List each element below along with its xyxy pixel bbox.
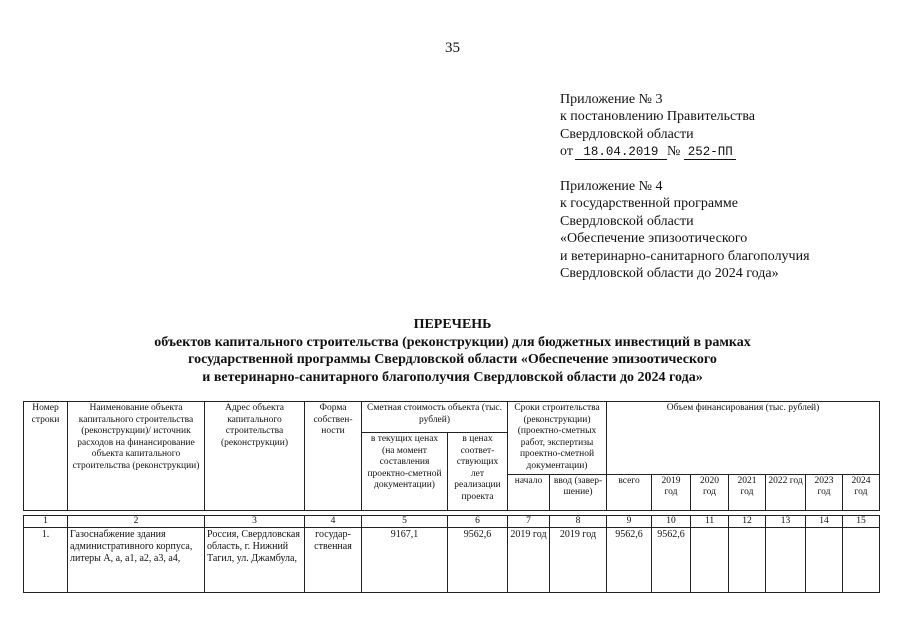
header-estimate-group: Сметная стоимость объекта (тыс. рублей) (362, 402, 508, 433)
column-number: 11 (691, 515, 729, 528)
column-number-row (24, 515, 880, 528)
header-year: 2019 год (652, 474, 691, 510)
table-header-row (24, 402, 880, 433)
column-number: 7 (508, 515, 550, 528)
page-number: 35 (445, 40, 460, 56)
header-estimate-current: в текущих ценах (на момент составления проектно-сметной документации) (362, 433, 448, 511)
year-2019-cell: 9562,6 (652, 528, 691, 593)
document-subtitle-line: объектов капитального строительства (реконструкции) для бюджетных инвестиций в рамках (154, 334, 751, 350)
appendix-3-block (560, 91, 755, 161)
column-number: 14 (806, 515, 843, 528)
header-object-name: Наименование объекта капитального строительства (реконструкции)/ источник расходов на финансирование объекта капитального строительства (реконструкции) (68, 402, 205, 511)
decree-number: 252-ПП (684, 145, 736, 160)
appendix-4-line: Приложение № 4 (560, 179, 663, 194)
document-subtitle-line: и ветеринарно-санитарного благополучия Свердловской области до 2024 года» (202, 369, 703, 385)
address-cell: Россия, Свердловская область, г. Нижний Тагил, ул. Джамбула, (205, 528, 305, 593)
header-year: 2023 год (806, 474, 843, 510)
column-number: 9 (607, 515, 652, 528)
date-prefix: от (560, 144, 573, 160)
ownership-cell: государ-ственная (305, 528, 362, 593)
year-2020-cell (691, 528, 729, 593)
appendix-3-line: Приложение № 3 (560, 92, 663, 107)
end-cell: 2019 год (550, 528, 607, 593)
appendix-3-date-line (560, 143, 755, 160)
column-number: 5 (362, 515, 448, 528)
appendix-3-line: Свердловской области (560, 126, 694, 142)
header-year: 2022 год (766, 474, 806, 510)
document-subtitle-line: государственной программы Свердловской области «Обеспечение эпизоотического (188, 352, 717, 367)
header-row-number: Номер строки (24, 402, 68, 511)
column-number: 1 (24, 515, 68, 528)
appendix-4-line: Свердловской области (560, 213, 694, 229)
objects-table (23, 401, 880, 593)
year-2024-cell (843, 528, 880, 593)
row-number: 1. (24, 528, 68, 593)
column-number: 3 (205, 515, 305, 528)
document-heading (0, 316, 905, 386)
table-row (24, 528, 880, 593)
appendix-4-line: и ветеринарно-санитарного благополучия (560, 248, 810, 264)
header-date-start: начало (508, 474, 550, 510)
column-number: 2 (68, 515, 205, 528)
appendix-4-block (560, 178, 810, 282)
year-2023-cell (806, 528, 843, 593)
column-number: 8 (550, 515, 607, 528)
header-total: всего (607, 474, 652, 510)
header-funding-group: Объем финансирования (тыс. рублей) (607, 402, 880, 475)
column-number: 15 (843, 515, 880, 528)
column-number: 13 (766, 515, 806, 528)
appendix-4-line: «Обеспечение эпизоотического (560, 231, 748, 247)
decree-date: 18.04.2019 (575, 145, 667, 160)
column-number: 4 (305, 515, 362, 528)
appendix-4-line: Свердловской области до 2024 года» (560, 266, 779, 282)
document-title: ПЕРЕЧЕНЬ (413, 317, 492, 332)
total-cell: 9562,6 (607, 528, 652, 593)
header-date-end: ввод (завер-шение) (550, 474, 607, 510)
appendix-3-line: к постановлению Правительства (560, 109, 756, 125)
column-number: 6 (448, 515, 508, 528)
header-address: Адрес объекта капитального строительства (реконструкции) (205, 402, 305, 511)
column-number: 12 (729, 515, 766, 528)
start-cell: 2019 год (508, 528, 550, 593)
header-year: 2021 год (729, 474, 766, 510)
number-prefix: № (666, 144, 681, 160)
header-dates-group: Сроки строительства (реконструкции) (проектно-сметных работ, экспертизы проектно-сметной документации) (508, 402, 607, 475)
estimate-years-cell: 9562,6 (448, 528, 508, 593)
year-2021-cell (729, 528, 766, 593)
estimate-current-cell: 9167,1 (362, 528, 448, 593)
year-2022-cell (766, 528, 806, 593)
header-ownership: Форма собствен-ности (305, 402, 362, 511)
appendix-4-line: к государственной программе (560, 196, 738, 212)
column-number: 10 (652, 515, 691, 528)
header-estimate-years: в ценах соответ-ствующих лет реализации проекта (448, 433, 508, 511)
header-year: 2020 год (691, 474, 729, 510)
object-name-cell: Газоснабжение здания административного корпуса, литеры А, а, а1, а2, а3, а4, (68, 528, 205, 593)
header-year: 2024 год (843, 474, 880, 510)
